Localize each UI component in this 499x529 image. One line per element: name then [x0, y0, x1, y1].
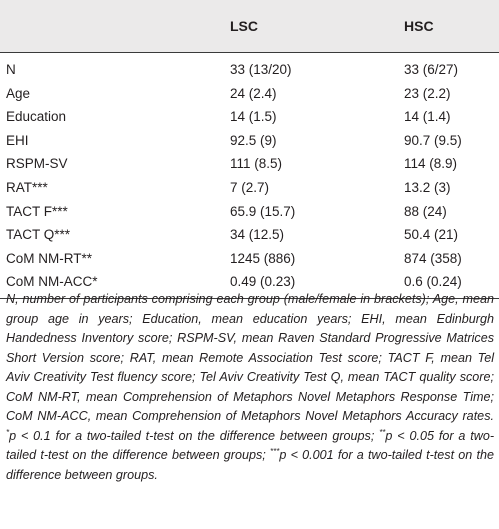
table-row — [0, 247, 499, 271]
row-label: CoM NM-RT** — [6, 250, 93, 266]
table-row — [0, 152, 499, 176]
row-label: TACT Q*** — [6, 227, 71, 243]
lsc-value: 14 (1.5) — [230, 109, 277, 125]
table-row — [0, 58, 499, 82]
hsc-value: 50.4 (21) — [404, 227, 459, 243]
lsc-value: 111 (8.5) — [230, 156, 283, 172]
lsc-value: 65.9 (15.7) — [230, 203, 296, 219]
sig-note-3: p < 0.001 for a two-tailed t-test on the difference between groups. — [6, 448, 494, 482]
sig-note-2: p < 0.05 for a two-tailed t-test on the difference between groups; — [6, 428, 495, 462]
row-label: EHI — [6, 132, 29, 148]
row-label: RAT*** — [6, 179, 48, 195]
hsc-value: 14 (1.4) — [404, 109, 451, 125]
sig-marker-3: *** — [270, 446, 280, 456]
hsc-value: 13.2 (3) — [404, 179, 451, 195]
table-row — [0, 176, 499, 200]
hsc-value: 874 (358) — [404, 250, 462, 266]
column-header-lsc: LSC — [230, 18, 258, 34]
lsc-value: 92.5 (9) — [230, 132, 277, 148]
footnote-main: N, number of participants comprising each group (male/female in brackets); Age, mean group age in years; Education, mean education years; EHI, mean Edinburgh Handedness Inventory score; RSPM-SV, mean Raven Standard Progressive Matrices Short Version score; RAT, mean Remote Association Test score; TACT F, mean Tel Aviv Creativity Test fluency score; Tel Aviv Creativity Test Q, mean TACT quality score; CoM NM-RT, mean Comprehension of Metaphors Novel Metaphors Response Time; CoM NM-ACC, mean Comprehension of Metaphors Novel Metaphors Accuracy rates. — [6, 292, 494, 423]
hsc-value: 33 (6/27) — [404, 62, 459, 77]
lsc-value: 0.49 (0.23) — [230, 274, 296, 290]
table-row — [0, 223, 499, 247]
table-row — [0, 82, 499, 106]
table-row — [0, 129, 499, 153]
hsc-value: 0.6 (0.24) — [404, 274, 462, 290]
row-label: RSPM-SV — [6, 156, 68, 172]
row-label: Age — [6, 85, 31, 101]
lsc-value: 1245 (886) — [230, 250, 296, 266]
lsc-value: 24 (2.4) — [230, 85, 277, 101]
row-label: CoM NM-ACC* — [6, 274, 98, 290]
lsc-value: 34 (12.5) — [230, 227, 285, 243]
hsc-value: 88 (24) — [404, 203, 447, 219]
table-body — [0, 53, 499, 294]
row-label: N — [6, 62, 16, 77]
sig-note-1: p < 0.1 for a two-tailed t-test on the difference between groups; — [9, 428, 375, 443]
row-label: Education — [6, 109, 67, 125]
lsc-value: 7 (2.7) — [230, 179, 270, 195]
sig-marker-1: * — [6, 427, 10, 437]
hsc-value: 114 (8.9) — [404, 156, 458, 172]
table-header-row — [0, 0, 499, 52]
hsc-value: 23 (2.2) — [404, 85, 451, 101]
lsc-value: 33 (13/20) — [230, 62, 292, 77]
column-header-hsc: HSC — [404, 18, 434, 34]
row-label: TACT F*** — [6, 203, 68, 219]
hsc-value: 90.7 (9.5) — [404, 132, 462, 148]
table-row — [0, 200, 499, 224]
table-footnote — [6, 290, 494, 485]
sig-marker-2: ** — [379, 427, 386, 437]
table-row — [0, 105, 499, 129]
